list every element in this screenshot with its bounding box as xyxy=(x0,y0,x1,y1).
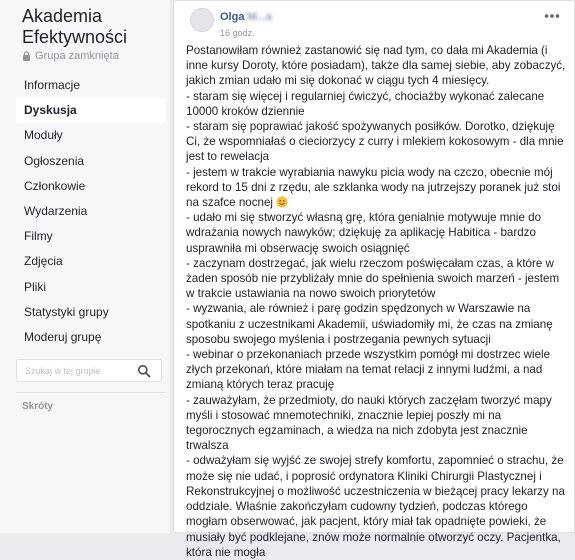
author-last-name: M...a xyxy=(247,11,272,23)
group-search xyxy=(16,359,162,382)
group-title[interactable]: Akademia Efektywności xyxy=(22,6,128,47)
group-type-label: Grupa zamknięta xyxy=(35,50,119,62)
post-paragraph: - staram się poprawiać jakość spożywanych posiłków. Dorotko, dziękuję Ci, że wspomniałaś o cieciorzycy z curry i mlekiem kokosowym - dla mnie jest to rewelacja xyxy=(186,120,564,164)
post-body xyxy=(186,43,568,560)
group-sidebar xyxy=(0,0,170,533)
smile-emoji-icon xyxy=(276,196,288,208)
post-timestamp[interactable]: 16 godz. xyxy=(220,28,255,38)
post-paragraph-text: - jestem w trakcie wyrabiania nawyku picia wody na czczo, obecnie mój rekord to 15 dni z rzędu, ale szklanka wody na jutrzejszy poranek już stoi na szafce nocnej xyxy=(186,165,561,210)
more-options-icon[interactable] xyxy=(544,13,560,19)
shortcuts-heading: Skróty xyxy=(22,401,54,412)
post-paragraph: - staram się więcej i regularniej ćwiczyć, chociażby wykonać zalecane 10000 kroków dziennie xyxy=(186,89,545,118)
avatar[interactable] xyxy=(190,8,214,32)
nav-item-wydarzenia[interactable]: Wydarzenia xyxy=(24,203,88,218)
post-paragraph: - webinar o przekonaniach przede wszystkim pomógł mi dostrzec wiele złych przekonań, które miałam na temat relacji z innymi ludźmi, a nad zmianą których teraz pracuję xyxy=(186,348,551,392)
lock-icon xyxy=(22,51,31,61)
post-paragraph xyxy=(186,165,568,211)
nav-item-statystyki-grupy[interactable]: Statystyki grupy xyxy=(24,304,109,319)
group-nav xyxy=(16,73,166,350)
group-post xyxy=(173,0,575,559)
nav-item-pliki[interactable]: Pliki xyxy=(24,279,47,294)
nav-item-informacje[interactable]: Informacje xyxy=(24,78,81,92)
post-paragraph: Postanowiłam również zastanowić się nad tym, co dała mi Akademia (i inne kursy Doroty, które posiadam), także dla samej siebie, aby zobaczyć, jakich zmian udało mi się dokonać w ciągu tych 4 miesięcy. xyxy=(186,44,566,88)
search-input[interactable] xyxy=(17,360,135,381)
nav-item-filmy[interactable]: Filmy xyxy=(24,229,53,244)
post-author[interactable] xyxy=(220,11,272,23)
post-paragraph: - wyzwania, ale również i parę godzin spędzonych w Warszawie na spotkaniu z uczestnikami Akademii, uświadomiły mi, że czas na zmianę sposobu swojego myślenia i postrzegania pewnych sytuacji xyxy=(186,302,553,346)
post-paragraph: - zaczynam dostrzegać, jak wielu rzeczom poświęcałam czas, a które w żaden sposób nie przybliżały mnie do spełnienia swoich marzeń - jestem w trakcie ustawiania na nowo swoich priorytetów xyxy=(186,256,560,301)
post-paragraph: - udało mi się stworzyć własną grę, która genialnie motywuje mnie do wdrażania nowych nawyków; dziękuję za aplikację Habitica - bardzo usprawniła mi obserwację swoich osiągnięć xyxy=(186,211,542,255)
nav-item-moderuj-grupe[interactable]: Moderuj grupę xyxy=(24,329,102,344)
search-icon[interactable] xyxy=(137,364,151,378)
nav-item-zdjecia[interactable]: Zdjęcia xyxy=(24,254,63,269)
nav-item-dyskusja[interactable]: Dyskusja xyxy=(16,98,166,123)
post-paragraph: - zauważyłam, że przedmioty, do nauki których zaczęłam tworzyć mapy myśli i stosować mnemotechniki, znacznie lepiej poszły mi na tegorocznych egzaminach, a wiedza na nich zdobyta jest znacznie trwalsza xyxy=(186,393,552,453)
nav-item-moduly[interactable]: Moduły xyxy=(24,128,63,143)
post-paragraph: - odważyłam się wyjść ze swojej strefy komfortu, zapomnieć o strachu, że może się nie udać, i poprosić ordynatora Kliniki Chirurgii Plastycznej i Rekonstrukcyjnej o możliwość uczestniczenia w bieżącej pracy lekarzy na oddziale. Właśnie zakończyłam cudowny tydzień, podczas którego mogłam obserwować, jak pacjent, który miał tak opadnięte powieki, że musiały być podklejane, znów może normalnie otworzyć oczy. Pacjentka, która nie mogła xyxy=(186,454,565,559)
nav-item-ogloszenia[interactable]: Ogłoszenia xyxy=(24,153,85,168)
author-first-name: Olga xyxy=(220,11,245,23)
nav-item-czlonkowie[interactable]: Członkowie xyxy=(24,178,86,193)
sidebar-divider xyxy=(16,392,166,393)
group-privacy xyxy=(22,50,119,62)
